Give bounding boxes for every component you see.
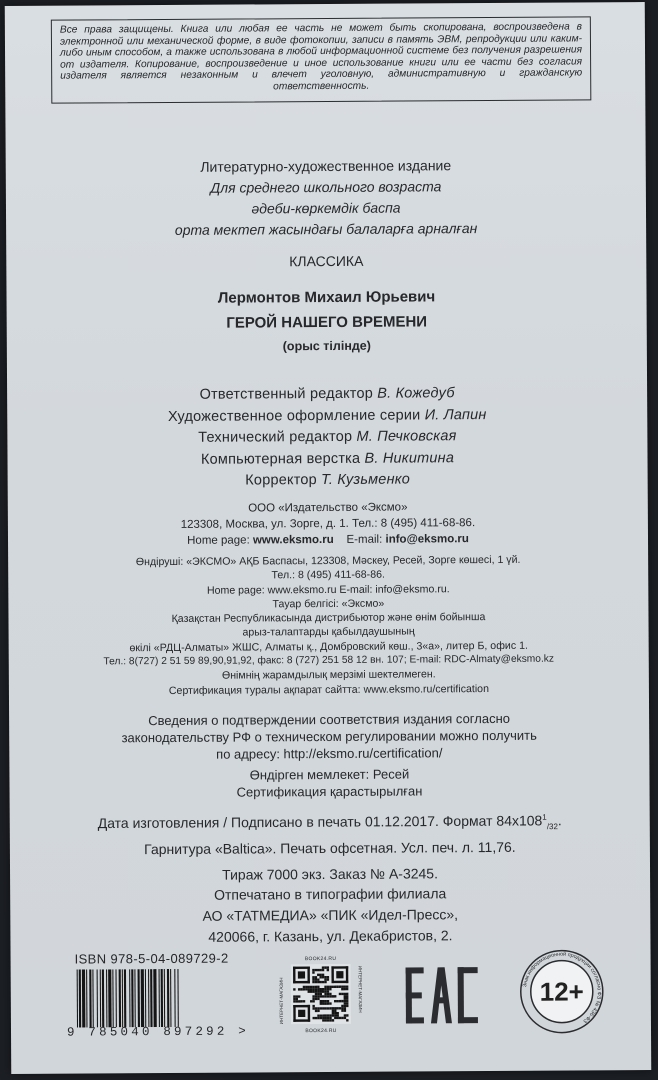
cert-line: законодательству РФ о техническом регулировании можно получить [121, 727, 537, 746]
publisher-address: 123308, Москва, ул. Зорге, д. 1. Тел.: 8 (495) 411-68-86. [180, 517, 476, 531]
staff-line: Корректор Т. Кузьменко [245, 471, 411, 489]
staff-line: Компьютерная верстка В. Никитина [200, 449, 455, 468]
cert-line: Өндірген мемлекет: Ресей [249, 766, 410, 783]
printer-info [10, 882, 650, 949]
printer-line: АО «ТАТМЕДИА» «ПИК «Идел-Пресс», [202, 906, 459, 924]
publisher-homepage: www.eksmo.ru [252, 533, 334, 547]
eac-mark-icon [404, 965, 480, 1025]
edition-type: Литературно-художественное издание [200, 157, 452, 175]
staff-line: Технический редактор М. Печковская [198, 428, 457, 446]
isbn-number: ISBN 978-5-04-089729-2 [74, 950, 229, 967]
print-run: Тираж 7000 экз. Заказ № А-3245. [222, 865, 438, 884]
kz-line: Қазақстан Республикасында дистрибьютор және өнім бойынша [171, 611, 486, 626]
publisher-info [8, 498, 648, 550]
kz-line: Home page: www.eksmo.ru E-mail: info@eksmo.ru. [206, 582, 450, 597]
qr-label-top: BOOK24.RU [304, 955, 337, 963]
kz-line: Сертификация туралы ақпарат сайтта: www.eksmo.ru/certification [168, 682, 489, 697]
kz-line: Өнімнің жарамдылық мерзімі шектелмеген. [221, 668, 436, 683]
publisher-email: info@eksmo.ru [385, 533, 469, 546]
cert-line: Сведения о подтверждении соответствия издания согласно [148, 710, 511, 729]
book-language: (орыс тілінде) [282, 338, 371, 354]
printer-line: Отпечатано в типографии филиала [214, 885, 447, 903]
age-rating-text: 12+ [539, 976, 584, 1007]
kz-manufacturer-info [8, 552, 649, 699]
barcode-icon [75, 969, 231, 1028]
kz-line: Тел.: 8 (495) 411-68-86. [271, 568, 385, 582]
qr-code-block [278, 955, 363, 1048]
copyright-notice-box [51, 16, 592, 103]
printer-line: 420066, г. Казань, ул. Декабристов, 2. [208, 927, 453, 945]
print-date-format: Дата изготовления / Подписано в печать 01.12.2017. Формат $84х108^1_{/32}$. [97, 812, 562, 832]
qr-side-label-right: ИНТЕРНЕТ-МАГАЗИН [357, 965, 363, 1013]
book-title: ГЕРОЙ НАШЕГО ВРЕМЕНИ [226, 313, 428, 332]
kz-line: Тауар белгісі: «Эксмо» [272, 597, 385, 611]
author-name: Лермонтов Михаил Юрьевич [217, 288, 436, 307]
publisher-contacts: Home page: www.eksmo.ru E-mail: info@eksmo.ru [187, 533, 469, 547]
series-name: КЛАССИКА [289, 252, 364, 270]
typeface-info: Гарнитура «Baltica». Печать офсетная. Усл. печ. л. 11,76. [144, 839, 516, 858]
edition-info [6, 154, 647, 274]
audience: Для среднего школьного возраста [210, 178, 442, 196]
edition-type-kz: әдеби-көркемдік баспа [251, 199, 401, 217]
age-ring-text: Знак информационной продукции согласно ФЗ № 436-ФЗ [522, 951, 602, 1024]
certification-info [9, 709, 650, 802]
cert-line: по адресу: http://eksmo.ru/certification/ [216, 745, 443, 762]
staff-line: Ответственный редактор В. Кожедуб [199, 385, 455, 403]
qr-label-bottom: BOOK24.RU [305, 1027, 337, 1035]
kz-line: Тел.: 8(727) 2 51 59 89,90,91,92, факс: 8 (727) 251 58 12 вн. 107; E-mail: RDC-Almaty@eksmo.kz [103, 653, 555, 668]
age-rating-badge [519, 948, 606, 1035]
audience-kz: орта мектеп жасындағы балаларға арналған [174, 220, 478, 238]
kz-line: өкілі «РДЦ-Алматы» ЖШС, Алматы қ., Домбровский көш., 3«а», литер Б, офис 1. [129, 639, 528, 654]
staff-list [7, 382, 648, 493]
age-ring-icon [519, 948, 606, 1035]
imprint-page [5, 2, 652, 1074]
barcode-digits: 9 785040 897292 > [66, 1024, 249, 1040]
qr-side-label-left: ИНТЕРНЕТ-МАГАЗИН [278, 977, 284, 1025]
cert-line: Сертификация қарастырылған [236, 783, 423, 800]
book-info [6, 285, 646, 359]
copyright-notice-text: Все права защищены. Книга или любая ее часть не может быть скопирована, воспроизведена в электронной или механической форме, в виде фотокопии, записи в память ЭВМ, репродукции или каким-либо иным способом, а также использована в любой информационной системе без получения разрешения от издателя. Копирование, воспроизведение и иное использование книги или ее части без согласия издателя является незаконным и влечет уголовную, административную и гражданскую ответственность. [59, 21, 583, 93]
qr-code-icon [291, 964, 351, 1024]
kz-line: арыз-талаптарды қабылдаушының [242, 625, 415, 640]
print-output-info [10, 806, 650, 887]
staff-line: Художественное оформление серии И. Лапин [167, 406, 487, 425]
publisher-name: ООО «Издательство «Эксмо» [248, 501, 408, 515]
kz-line: Өндіруші: «ЭКСМО» АҚБ Баспасы, 123308, Мәскеу, Ресей, Зорге көшесі, 1 үй. [135, 553, 521, 569]
